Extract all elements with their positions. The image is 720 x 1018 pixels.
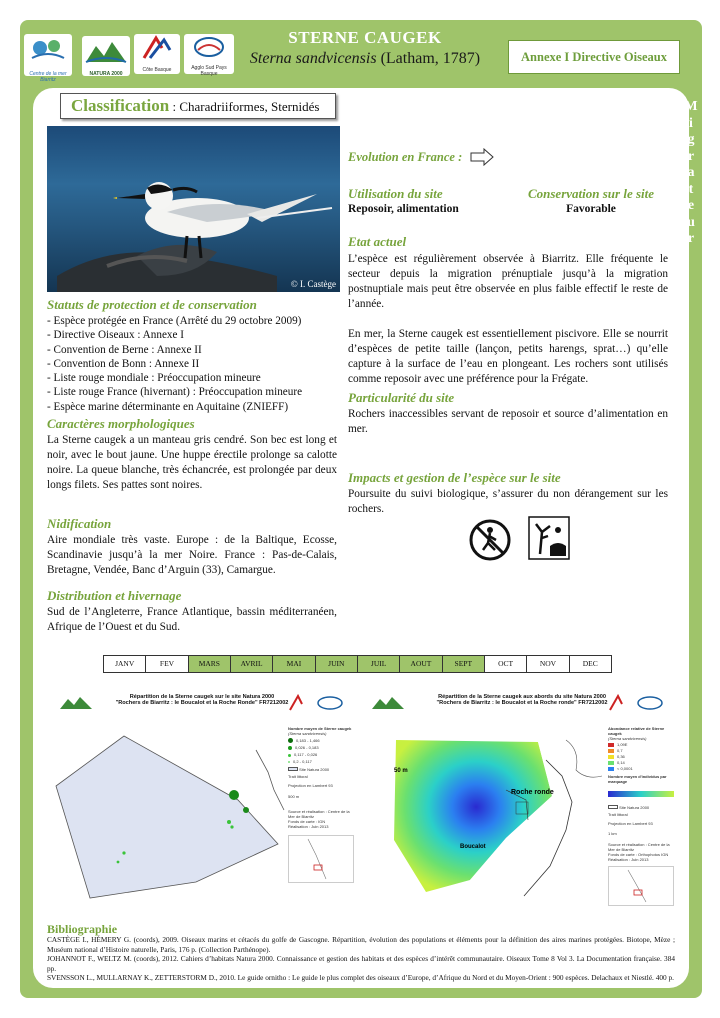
month-cell: OCT [484, 655, 527, 673]
bird-photo [47, 126, 340, 292]
month-cell: JUIN [315, 655, 358, 673]
map1-locator-inset [288, 835, 354, 883]
map1-proj: Projection en Lambert 93 [288, 783, 333, 789]
etat-title: Etat actuel [348, 234, 407, 249]
month-cell: DEC [569, 655, 612, 673]
vertical-letter: i [689, 115, 693, 131]
author: (Latham, 1787) [380, 50, 481, 67]
nidification-title: Nidification [47, 516, 112, 531]
legend-dot-icon [288, 761, 290, 763]
legend-swatch-icon [608, 761, 614, 765]
map-distribution-site [46, 690, 358, 905]
legend-label: 0,026 - 0,183 [295, 745, 319, 751]
map1-legend [288, 726, 356, 888]
conservation-value: Favorable [566, 203, 616, 215]
utilisation-section [348, 186, 498, 215]
map2-site-label: Site Natura 2000 [619, 805, 650, 810]
nidification-section [47, 516, 337, 578]
month-cell: MARS [188, 655, 231, 673]
map1-point-small [227, 820, 231, 824]
status-item: - Liste rouge mondiale : Préoccupation mineure [47, 372, 261, 385]
status-title: Statuts de protection et de conservation [47, 297, 257, 312]
conservation-section [516, 186, 666, 215]
map2-legend-title: Abondance relative de Sterne caugek [608, 726, 665, 736]
bibliography-entry: CASTÈGE I., HÉMERY G. (coords), 2009. Oiseaux marins et cétacés du golfe de Gascogne. Répartition, évolution des populations et éléments pour la définition des aires marines protégées. Biotope, Mèze ; Muséum national d’Histoire naturelle, Paris, 176 p. (Collection Parthénope). [47, 935, 675, 954]
map2-label-depth: 50 m [394, 768, 408, 774]
legend-swatch-icon [608, 755, 614, 759]
morpho-title: Caractères morphologiques [47, 416, 195, 431]
map1-legend-items [288, 738, 356, 764]
status-item: - Liste rouge France (hivernant) : Préoccupation mineure [47, 386, 303, 399]
map1-source: Source et réalisation : Centre de la Mer de Biarritz [288, 809, 350, 820]
map1-title-line2: "Rochers de Biarritz : le Boucalot et la Roche Ronde" FR7212002 [115, 700, 289, 706]
map2-legend-item [608, 754, 676, 759]
map1-natura-logo [58, 694, 96, 712]
map1-partner-logos [286, 694, 352, 712]
month-cell: AVRIL [230, 655, 273, 673]
month-cell: JUIL [357, 655, 400, 673]
month-cell: SEPT [442, 655, 485, 673]
legend-label: 0,7 [617, 748, 623, 753]
map2-canvas [366, 720, 606, 900]
legend-label: 0,117 - 0,026 [294, 752, 318, 758]
map2-partner-logos [606, 694, 672, 712]
evolution-title: Evolution en France : [348, 150, 463, 164]
map2-label-roche-ronde: Roche ronde [511, 789, 554, 796]
pollution-icon [528, 516, 570, 560]
status-item: - Espèce protégée en France (Arrêté du 29 octobre 2009) [47, 315, 302, 327]
map2-legend-title2: Nombre moyen d'individus par marquage [608, 774, 667, 784]
presence-calendar [104, 655, 612, 673]
bibliography-title: Bibliographie [47, 922, 118, 936]
distribution-title: Distribution et hivernage [47, 588, 182, 603]
status-item: - Convention de Berne : Annexe II [47, 343, 202, 356]
legend-label: 0,2 - 0,117 [293, 759, 312, 765]
status-section [47, 297, 337, 414]
photo-credit: © I. Castège [290, 279, 336, 289]
legend-label: 0,36 [617, 754, 625, 759]
vertical-letter: r [687, 231, 695, 246]
map1-scale: 500 m [288, 794, 300, 800]
map1-site-label: Site Natura 2000 [299, 767, 330, 773]
impacts-title: Impacts et gestion de l’espèce sur le site [348, 470, 561, 485]
evolution-section [348, 148, 668, 166]
morpho-text: La Sterne caugek a un manteau gris cendré. Son bec est long et noir, avec le bout jaune. Une huppe érectile prolonge sa calotte noire. La queue blanche, très échancrée, est prolongée par deux longs filets. Ses pattes sont noires. [47, 434, 337, 491]
map1-date: Réalisation : Juin 2013 [288, 824, 329, 830]
month-cell: AOUT [399, 655, 442, 673]
map2-locator-inset [608, 866, 674, 906]
legend-label: 1,09E [617, 742, 628, 747]
map2-legend-item [608, 766, 676, 771]
vertical-letter: e [687, 198, 695, 213]
map1-legend-title: Nombre moyen de Sterne caugek [288, 726, 352, 731]
distribution-text: Sud de l’Angleterre, France Atlantique, bassin méditerranéen, Afrique de l’Ouest et du Sud. [47, 606, 337, 633]
map2-fond: Fonds de carte : Orthophotos IGN [608, 852, 669, 857]
tern-illustration [47, 126, 340, 292]
classification-label: Classification [71, 96, 170, 115]
map1-title-line1: Répartition de la Sterne caugek sur le site Natura 2000 [129, 694, 275, 700]
map1-legend-sub: (Sterna sandvicensis) [288, 731, 327, 736]
vertical-letter: a [687, 165, 695, 180]
particularite-text: Rochers inaccessibles servant de reposoir et source d’alimentation en mer. [348, 408, 668, 435]
map2-trait-label: Trait littoral [608, 812, 628, 817]
vertical-letter: u [687, 214, 695, 230]
logo-natura-2000: NATURA 2000 [82, 36, 130, 76]
month-cell: FEV [145, 655, 188, 673]
legend-dot-icon [288, 738, 293, 743]
map2-legend-sub: (Sterna sandvicensis) [608, 736, 647, 741]
logo-agglo: Agglo Sud Pays Basque [184, 34, 234, 74]
status-vertical-label [684, 99, 698, 248]
distribution-section [47, 588, 337, 635]
month-cell: NOV [526, 655, 569, 673]
classification-box [60, 93, 336, 119]
map1-fond: Fonds de carte : IGN [288, 819, 326, 825]
month-cell: MAI [272, 655, 315, 673]
map1-legend-item [288, 759, 356, 764]
vertical-letter: M [684, 99, 698, 114]
map-abundance-surroundings [366, 690, 678, 905]
status-item: - Convention de Bonn : Annexe II [47, 357, 200, 370]
legend-dot-icon [288, 746, 292, 750]
legend-label: < 0,0001 [617, 766, 633, 771]
legend-dot-icon [288, 754, 291, 757]
map2-proj: Projection en Lambert 93 [608, 821, 653, 826]
particularite-title: Particularité du site [348, 390, 455, 405]
no-disturbance-icon [468, 518, 512, 562]
vertical-letter: r [687, 148, 695, 164]
map2-legend-item [608, 742, 676, 747]
map2-legend-item [608, 748, 676, 753]
status-item: - Espèce marine déterminante en Aquitaine (ZNIEFF) [47, 400, 289, 413]
etat-section [348, 234, 668, 387]
map2-legend-item [608, 760, 676, 765]
status-list [47, 314, 337, 414]
bibliography-entry: SVENSSON L., MULLARNAY K., ZETTERSTORM D., 2010. Le guide ornitho : Le guide le plus complet des oiseaux d’Europe, d’Afrique du Nord et du Moyen-Orient : 900 espèces. Delachaux et Niestlé. 400 p. [47, 973, 674, 983]
particularite-section [348, 390, 668, 437]
conservation-title: Conservation sur le site [527, 186, 655, 201]
bibliography-entry: JOHANNOT F., WELTZ M. (coords), 2012. Cahiers d’habitats Natura 2000. Connaissance et gestion des habitats et des espèces d’intérêt communautaire. Oiseaux Tome 8 Vol 3. La Documentation française. 384 pp. [47, 954, 675, 973]
etat-paragraph-2: En mer, la Sterne caugek est essentiellement piscivore. Elle se nourrit d’espèces de petite taille (lançon, petits harengs, sprat…) qu’elle capture à la surface de l’eau en plongeant. Les rochers sont utilisés comme reposoir avec une préférence pour la Frégate. [348, 328, 668, 385]
map2-gradient-bar [608, 791, 674, 797]
map1-point-medium [243, 807, 249, 813]
map1-legend-item [288, 738, 356, 743]
page-title: STERNE CAUGEK [288, 28, 442, 47]
legend-swatch-icon [608, 767, 614, 771]
logo-cote-basque: Côte Basque [134, 34, 180, 74]
map2-natura-logo [370, 694, 408, 712]
map1-legend-item [288, 752, 356, 757]
vertical-letter: t [688, 181, 694, 197]
map2-title-line2: "Rochers de Biarritz : le Boucalot et la Roche ronde" FR7212002 [436, 700, 608, 706]
impacts-text: Poursuite du suivi biologique, s’assurer du non dérangement sur les rochers. [348, 488, 668, 515]
utilisation-title: Utilisation du site [348, 186, 443, 201]
map2-source: Source et réalisation : Centre de la Mer de Biarritz [608, 842, 670, 852]
legend-label: 0,183 - 1,466 [296, 738, 320, 743]
legend-swatch-icon [608, 743, 614, 747]
impacts-section [348, 470, 668, 517]
page-subtitle [230, 50, 500, 68]
utilisation-value: Reposoir, alimentation [348, 203, 459, 215]
annex-badge: Annexe I Directive Oiseaux [508, 40, 680, 74]
map2-scale: 1 km [608, 831, 617, 836]
map1-legend-item [288, 745, 356, 750]
bibliography-list [47, 935, 675, 983]
vertical-letter: g [687, 132, 695, 147]
map2-date: Réalisation : Juin 2013 [608, 857, 649, 862]
map2-label-boucalot: Boucalot [460, 844, 486, 850]
map1-canvas [46, 720, 286, 900]
nidification-text: Aire mondiale très vaste. Europe : de la Baltique, Ecosse, Scandinavie jusqu’à la mer Noire. France : Pas-de-Calais, Bretagne, Vendée, Banc d’Arguin (33), Camargue. [47, 534, 337, 576]
logo-centre-mer: Centre de la mer Biarritz [24, 34, 72, 76]
map1-trait-label: Trait littoral [288, 774, 308, 780]
map2-legend [608, 726, 676, 911]
morpho-section [47, 416, 337, 493]
map1-point-large [229, 790, 239, 800]
classification-value: : Charadriiformes, Sternidés [172, 99, 320, 114]
legend-label: 0,14 [617, 760, 625, 765]
legend-swatch-icon [608, 749, 614, 753]
month-cell: JANV [103, 655, 146, 673]
map2-legend-items [608, 742, 676, 771]
scientific-name: Sterna sandvicensis [249, 50, 377, 67]
etat-paragraph-1: L’espèce est régulièrement observée à Biarritz. Elle fréquente le secteur depuis la migration prénuptiale jusqu’à la migration postnuptiale mais peut être observée en plus faible effectif le reste de l’année. [348, 253, 668, 310]
status-item: - Directive Oiseaux : Annexe I [47, 329, 184, 342]
trend-stable-arrow-icon [470, 148, 494, 166]
map2-title-line1: Répartition de la Sterne caugek aux abords du site Natura 2000 [438, 694, 606, 700]
